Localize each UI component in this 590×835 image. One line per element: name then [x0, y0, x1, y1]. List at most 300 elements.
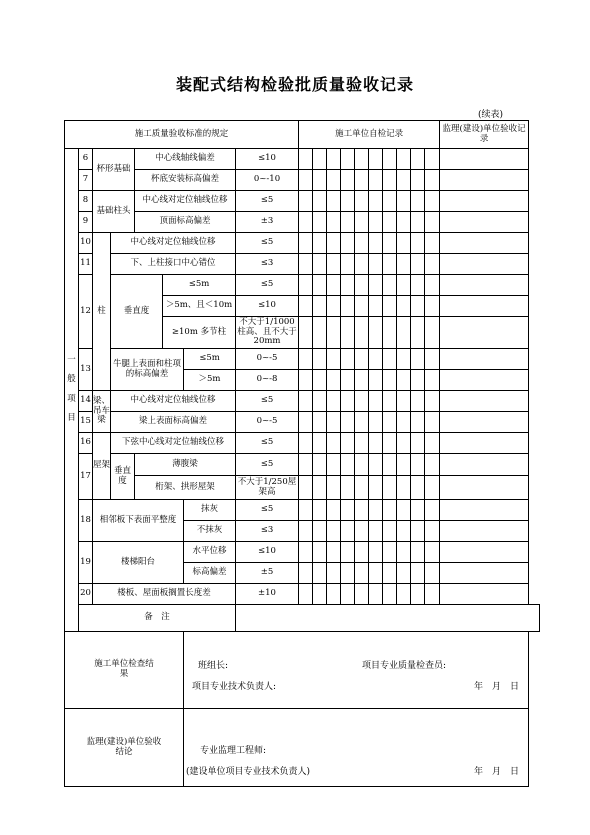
record-cell[interactable] — [327, 254, 341, 275]
record-cell[interactable] — [397, 296, 411, 317]
record-cell[interactable] — [327, 521, 341, 542]
record-cell[interactable] — [299, 391, 313, 412]
record-cell[interactable] — [299, 233, 313, 254]
record-cell[interactable] — [299, 191, 313, 212]
record-cell[interactable] — [411, 542, 425, 563]
record-cell[interactable] — [341, 254, 355, 275]
condition-label: ＞5m、且＜10m — [163, 296, 236, 317]
record-cell[interactable] — [327, 476, 341, 500]
record-cell[interactable] — [383, 412, 397, 433]
record-cell[interactable] — [369, 454, 383, 476]
record-cell[interactable] — [383, 296, 397, 317]
contractor-signature-area[interactable] — [184, 632, 529, 709]
allowed-value: ≤10 — [236, 542, 299, 563]
record-cell[interactable] — [425, 275, 440, 296]
record-cell[interactable] — [369, 500, 383, 521]
table-row — [65, 391, 540, 412]
record-cell[interactable] — [383, 454, 397, 476]
record-cell[interactable] — [355, 275, 369, 296]
record-cell[interactable] — [299, 433, 313, 454]
record-cell[interactable] — [411, 317, 425, 349]
contractor-label: 施工单位检查结果 — [65, 632, 184, 709]
record-cell[interactable] — [341, 412, 355, 433]
record-cell[interactable] — [355, 412, 369, 433]
row-number: 15 — [79, 412, 93, 433]
record-cell[interactable] — [411, 275, 425, 296]
record-cell[interactable] — [397, 433, 411, 454]
record-cell[interactable] — [397, 275, 411, 296]
record-cell[interactable] — [440, 500, 529, 521]
header-supervision: 监理(建设)单位验收记录 — [440, 121, 529, 149]
item-label: 楼板、屋面板搁置长度差 — [93, 584, 236, 605]
record-cell[interactable] — [313, 149, 327, 170]
record-cell[interactable] — [369, 542, 383, 563]
record-cell[interactable] — [341, 433, 355, 454]
record-cell[interactable] — [369, 433, 383, 454]
record-cell[interactable] — [440, 521, 529, 542]
owner-rep-label: (建设单位项目专业技术负责人) — [186, 767, 311, 777]
record-cell[interactable] — [313, 275, 327, 296]
record-cell[interactable] — [383, 433, 397, 454]
record-cell[interactable] — [397, 412, 411, 433]
record-cell[interactable] — [425, 412, 440, 433]
record-cell[interactable] — [341, 149, 355, 170]
record-cell[interactable] — [369, 349, 383, 370]
record-cell[interactable] — [341, 521, 355, 542]
record-cell[interactable] — [411, 212, 425, 233]
record-cell[interactable] — [299, 476, 313, 500]
record-cell[interactable] — [383, 521, 397, 542]
record-cell[interactable] — [411, 521, 425, 542]
record-cell[interactable] — [440, 563, 529, 584]
allowed-value: ≤5 — [236, 191, 299, 212]
record-cell[interactable] — [411, 433, 425, 454]
record-cell[interactable] — [369, 370, 383, 391]
record-cell[interactable] — [425, 370, 440, 391]
allowed-value: ≤5 — [236, 275, 299, 296]
item-label: 中心线对定位轴线位移 — [135, 191, 236, 212]
record-cell[interactable] — [397, 149, 411, 170]
record-cell[interactable] — [355, 149, 369, 170]
record-cell[interactable] — [440, 149, 529, 170]
record-cell[interactable] — [369, 191, 383, 212]
remarks-label: 备 注 — [79, 605, 236, 632]
record-cell[interactable] — [369, 317, 383, 349]
remarks-field[interactable] — [236, 605, 540, 632]
allowed-value: ≤5 — [236, 454, 299, 476]
row-number: 8 — [79, 191, 93, 212]
record-cell[interactable] — [341, 500, 355, 521]
record-cell[interactable] — [425, 391, 440, 412]
record-cell[interactable] — [313, 412, 327, 433]
sub-label: 垂直度 — [111, 275, 163, 349]
record-cell[interactable] — [327, 191, 341, 212]
record-cell[interactable] — [383, 149, 397, 170]
record-cell[interactable] — [355, 296, 369, 317]
record-cell[interactable] — [440, 412, 529, 433]
record-cell[interactable] — [440, 317, 529, 349]
allowed-value: ≤3 — [236, 254, 299, 275]
record-cell[interactable] — [440, 433, 529, 454]
row-number: 20 — [79, 584, 93, 605]
record-cell[interactable] — [383, 233, 397, 254]
record-cell[interactable] — [397, 584, 411, 605]
record-cell[interactable] — [355, 500, 369, 521]
record-cell[interactable] — [299, 212, 313, 233]
record-cell[interactable] — [355, 212, 369, 233]
record-cell[interactable] — [299, 521, 313, 542]
record-cell[interactable] — [440, 391, 529, 412]
record-cell[interactable] — [313, 454, 327, 476]
record-cell[interactable] — [411, 233, 425, 254]
supervisor-date: 年 月 日 — [474, 767, 520, 777]
header-self-check: 施工单位自检记录 — [299, 121, 440, 149]
record-cell[interactable] — [341, 454, 355, 476]
record-cell[interactable] — [313, 233, 327, 254]
record-cell[interactable] — [440, 349, 529, 370]
allowed-value: ≤5 — [236, 433, 299, 454]
table-row — [65, 500, 540, 521]
condition-label: 水平位移 — [184, 542, 236, 563]
record-cell[interactable] — [397, 542, 411, 563]
condition-label: ＞5m — [184, 370, 236, 391]
record-cell[interactable] — [397, 476, 411, 500]
record-cell[interactable] — [327, 149, 341, 170]
record-cell[interactable] — [425, 542, 440, 563]
record-cell[interactable] — [327, 317, 341, 349]
record-cell[interactable] — [355, 476, 369, 500]
allowed-value: ±3 — [236, 212, 299, 233]
record-cell[interactable] — [355, 563, 369, 584]
record-cell[interactable] — [355, 170, 369, 191]
record-cell[interactable] — [327, 370, 341, 391]
record-cell[interactable] — [440, 476, 529, 500]
row-number: 17 — [79, 454, 93, 500]
record-cell[interactable] — [299, 149, 313, 170]
supervisor-row — [65, 709, 540, 787]
record-cell[interactable] — [397, 391, 411, 412]
allowed-value: 不大于1/1000柱高、且不大于20mm — [236, 317, 299, 349]
record-cell[interactable] — [397, 521, 411, 542]
record-cell[interactable] — [369, 296, 383, 317]
record-cell[interactable] — [425, 476, 440, 500]
record-cell[interactable] — [425, 233, 440, 254]
table-row — [65, 412, 540, 433]
record-cell[interactable] — [411, 296, 425, 317]
record-cell[interactable] — [341, 370, 355, 391]
record-cell[interactable] — [341, 296, 355, 317]
record-cell[interactable] — [313, 349, 327, 370]
record-cell[interactable] — [383, 254, 397, 275]
record-cell[interactable] — [341, 191, 355, 212]
record-cell[interactable] — [397, 191, 411, 212]
record-cell[interactable] — [440, 454, 529, 476]
record-cell[interactable] — [425, 149, 440, 170]
record-cell[interactable] — [397, 317, 411, 349]
record-cell[interactable] — [341, 563, 355, 584]
record-cell[interactable] — [440, 212, 529, 233]
record-cell[interactable] — [299, 317, 313, 349]
table-row — [65, 476, 540, 500]
allowed-value: 不大于1/250屋架高 — [236, 476, 299, 500]
record-cell[interactable] — [355, 317, 369, 349]
record-cell[interactable] — [383, 349, 397, 370]
record-cell[interactable] — [313, 317, 327, 349]
record-cell[interactable] — [397, 170, 411, 191]
record-cell[interactable] — [355, 233, 369, 254]
record-cell[interactable] — [411, 584, 425, 605]
record-cell[interactable] — [383, 500, 397, 521]
record-cell[interactable] — [397, 370, 411, 391]
table-row — [65, 212, 540, 233]
condition-label: ≤5m — [184, 349, 236, 370]
record-cell[interactable] — [355, 191, 369, 212]
record-cell[interactable] — [369, 149, 383, 170]
record-cell[interactable] — [313, 500, 327, 521]
record-cell[interactable] — [355, 349, 369, 370]
record-cell[interactable] — [383, 542, 397, 563]
record-cell[interactable] — [299, 296, 313, 317]
record-cell[interactable] — [425, 349, 440, 370]
record-cell[interactable] — [425, 584, 440, 605]
record-cell[interactable] — [327, 500, 341, 521]
record-cell[interactable] — [299, 454, 313, 476]
record-cell[interactable] — [341, 170, 355, 191]
row-number: 11 — [79, 254, 93, 275]
record-cell[interactable] — [411, 454, 425, 476]
general-items-label: 一 般 项 目 — [65, 149, 79, 632]
record-cell[interactable] — [299, 500, 313, 521]
record-cell[interactable] — [440, 233, 529, 254]
condition-label: ≥10m 多节柱 — [163, 317, 236, 349]
record-cell[interactable] — [411, 391, 425, 412]
record-cell[interactable] — [327, 563, 341, 584]
record-cell[interactable] — [397, 563, 411, 584]
record-cell[interactable] — [341, 349, 355, 370]
record-cell[interactable] — [411, 500, 425, 521]
group-label: 屋架 — [93, 433, 111, 500]
record-cell[interactable] — [369, 476, 383, 500]
record-cell[interactable] — [440, 254, 529, 275]
record-cell[interactable] — [327, 296, 341, 317]
record-cell[interactable] — [397, 349, 411, 370]
record-cell[interactable] — [299, 542, 313, 563]
record-cell[interactable] — [355, 542, 369, 563]
row-number: 10 — [79, 233, 93, 254]
allowed-value: 0~-5 — [236, 349, 299, 370]
record-cell[interactable] — [341, 275, 355, 296]
record-cell[interactable] — [425, 433, 440, 454]
record-cell[interactable] — [327, 433, 341, 454]
row-number: 19 — [79, 542, 93, 584]
record-cell[interactable] — [425, 170, 440, 191]
record-cell[interactable] — [299, 563, 313, 584]
record-cell[interactable] — [425, 500, 440, 521]
record-cell[interactable] — [369, 563, 383, 584]
record-cell[interactable] — [369, 275, 383, 296]
record-cell[interactable] — [369, 412, 383, 433]
record-cell[interactable] — [411, 254, 425, 275]
record-cell[interactable] — [383, 191, 397, 212]
record-cell[interactable] — [313, 584, 327, 605]
condition-label: 标高偏差 — [184, 563, 236, 584]
record-cell[interactable] — [383, 275, 397, 296]
record-cell[interactable] — [383, 370, 397, 391]
record-cell[interactable] — [411, 370, 425, 391]
record-cell[interactable] — [397, 454, 411, 476]
record-cell[interactable] — [397, 254, 411, 275]
record-cell[interactable] — [355, 454, 369, 476]
row-number: 13 — [79, 349, 93, 391]
group-label: 相邻板下表面平整度 — [93, 500, 184, 542]
table-row — [65, 584, 540, 605]
record-cell[interactable] — [369, 391, 383, 412]
record-cell[interactable] — [425, 521, 440, 542]
record-cell[interactable] — [341, 212, 355, 233]
table-row — [65, 275, 540, 296]
table-row — [65, 170, 540, 191]
record-cell[interactable] — [299, 275, 313, 296]
record-cell[interactable] — [313, 254, 327, 275]
record-cell[interactable] — [440, 191, 529, 212]
record-cell[interactable] — [313, 370, 327, 391]
record-cell[interactable] — [327, 454, 341, 476]
supervisor-label: 监理(建设)单位验收结论 — [65, 709, 184, 787]
record-cell[interactable] — [313, 563, 327, 584]
record-cell[interactable] — [299, 254, 313, 275]
record-cell[interactable] — [383, 212, 397, 233]
record-cell[interactable] — [327, 349, 341, 370]
record-cell[interactable] — [383, 170, 397, 191]
table-row — [65, 349, 540, 370]
record-cell[interactable] — [355, 433, 369, 454]
record-cell[interactable] — [313, 476, 327, 500]
item-label: 下弦中心线对定位轴线位移 — [111, 433, 236, 454]
record-cell[interactable] — [327, 542, 341, 563]
record-cell[interactable] — [369, 170, 383, 191]
record-cell[interactable] — [411, 149, 425, 170]
record-cell[interactable] — [327, 391, 341, 412]
record-cell[interactable] — [425, 317, 440, 349]
record-cell[interactable] — [440, 275, 529, 296]
record-cell[interactable] — [397, 233, 411, 254]
record-cell[interactable] — [313, 521, 327, 542]
record-cell[interactable] — [327, 412, 341, 433]
record-cell[interactable] — [299, 349, 313, 370]
record-cell[interactable] — [440, 370, 529, 391]
record-cell[interactable] — [313, 296, 327, 317]
row-number: 18 — [79, 500, 93, 542]
record-cell[interactable] — [425, 563, 440, 584]
record-cell[interactable] — [313, 391, 327, 412]
record-cell[interactable] — [383, 317, 397, 349]
allowed-value: ≤5 — [236, 233, 299, 254]
record-cell[interactable] — [355, 254, 369, 275]
record-cell[interactable] — [411, 412, 425, 433]
record-cell[interactable] — [299, 412, 313, 433]
record-cell[interactable] — [440, 296, 529, 317]
record-cell[interactable] — [341, 317, 355, 349]
row-number: 9 — [79, 212, 93, 233]
record-cell[interactable] — [383, 391, 397, 412]
condition-label: 薄腹梁 — [135, 454, 236, 476]
record-cell[interactable] — [327, 170, 341, 191]
record-cell[interactable] — [369, 212, 383, 233]
record-cell[interactable] — [299, 370, 313, 391]
record-cell[interactable] — [411, 476, 425, 500]
record-cell[interactable] — [425, 454, 440, 476]
record-cell[interactable] — [313, 433, 327, 454]
record-cell[interactable] — [355, 584, 369, 605]
row-number: 16 — [79, 433, 93, 454]
record-cell[interactable] — [440, 542, 529, 563]
table-row — [65, 542, 540, 563]
table-row — [65, 233, 540, 254]
record-cell[interactable] — [383, 584, 397, 605]
record-cell[interactable] — [411, 191, 425, 212]
record-cell[interactable] — [313, 212, 327, 233]
row-number: 7 — [79, 170, 93, 191]
record-cell[interactable] — [411, 563, 425, 584]
record-cell[interactable] — [425, 296, 440, 317]
item-label: 下、上柱接口中心错位 — [111, 254, 236, 275]
record-cell[interactable] — [313, 542, 327, 563]
record-cell[interactable] — [440, 584, 529, 605]
record-cell[interactable] — [383, 563, 397, 584]
record-cell[interactable] — [425, 254, 440, 275]
record-cell[interactable] — [355, 521, 369, 542]
record-cell[interactable] — [327, 584, 341, 605]
record-cell[interactable] — [313, 170, 327, 191]
record-cell[interactable] — [425, 212, 440, 233]
record-cell[interactable] — [369, 254, 383, 275]
record-cell[interactable] — [299, 584, 313, 605]
record-cell[interactable] — [327, 233, 341, 254]
record-cell[interactable] — [440, 170, 529, 191]
record-cell[interactable] — [299, 170, 313, 191]
record-cell[interactable] — [411, 170, 425, 191]
record-cell[interactable] — [397, 212, 411, 233]
record-cell[interactable] — [355, 391, 369, 412]
supervisor-signature-area[interactable] — [184, 709, 529, 787]
inspection-table — [64, 120, 540, 787]
header-row — [65, 121, 540, 149]
record-cell[interactable] — [327, 212, 341, 233]
continued-label: (续表) — [478, 110, 504, 120]
table-row — [65, 149, 540, 170]
record-cell[interactable] — [341, 391, 355, 412]
table-row — [65, 454, 540, 476]
record-cell[interactable] — [369, 233, 383, 254]
record-cell[interactable] — [369, 521, 383, 542]
condition-label: 桁架、拱形屋架 — [135, 476, 236, 500]
record-cell[interactable] — [341, 476, 355, 500]
record-cell[interactable] — [383, 476, 397, 500]
record-cell[interactable] — [369, 584, 383, 605]
allowed-value: 0~-10 — [236, 170, 299, 191]
record-cell[interactable] — [313, 191, 327, 212]
record-cell[interactable] — [425, 191, 440, 212]
record-cell[interactable] — [341, 584, 355, 605]
tech-lead-label: 项目专业技术负责人: — [192, 682, 277, 692]
record-cell[interactable] — [411, 349, 425, 370]
group-label: 杯形基础 — [93, 149, 135, 191]
record-cell[interactable] — [397, 500, 411, 521]
record-cell[interactable] — [341, 233, 355, 254]
record-cell[interactable] — [355, 370, 369, 391]
record-cell[interactable] — [341, 542, 355, 563]
record-cell[interactable] — [327, 275, 341, 296]
